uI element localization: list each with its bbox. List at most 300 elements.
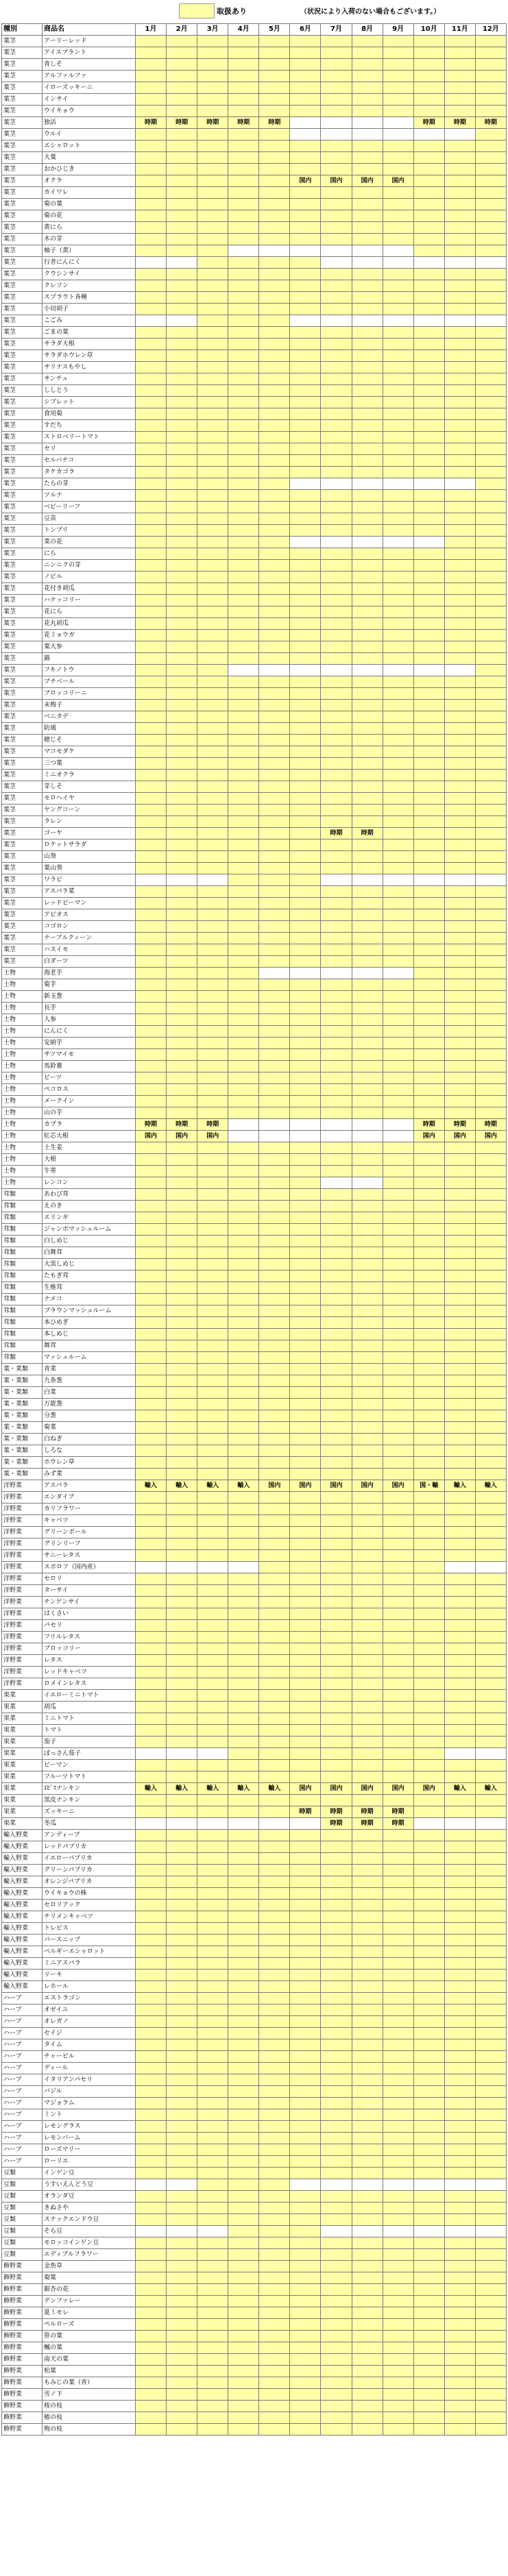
month-cell: [136, 1177, 167, 1189]
month-cell: [167, 874, 197, 886]
month-cell: [413, 548, 444, 560]
month-cell: [475, 1352, 506, 1364]
month-cell: [413, 595, 444, 606]
month-cell: [475, 548, 506, 560]
product-name-cell: アスパラ: [43, 1480, 136, 1492]
month-cell: [197, 1562, 228, 1573]
month-cell: [259, 2074, 290, 2086]
month-cell: [383, 408, 413, 420]
month-cell: [136, 863, 167, 874]
product-name-cell: 茄子: [43, 1737, 136, 1748]
month-cell: [136, 758, 167, 770]
month-cell: [136, 1655, 167, 1667]
month-cell: [352, 1608, 383, 1620]
month-cell: [197, 1236, 228, 1247]
month-cell: [383, 82, 413, 94]
month-cell: [290, 1853, 321, 1865]
month-cell: [197, 641, 228, 653]
month-cell: [352, 1888, 383, 1900]
month-cell: [136, 2331, 167, 2342]
month-cell: 国内: [167, 1131, 197, 1142]
month-cell: [167, 199, 197, 210]
month-cell: [475, 187, 506, 199]
month-cell: [167, 770, 197, 781]
month-cell: [444, 770, 475, 781]
month-cell: [352, 991, 383, 1003]
month-cell: [259, 1492, 290, 1504]
month-cell: [197, 770, 228, 781]
month-cell: [352, 350, 383, 362]
month-cell: [290, 1667, 321, 1678]
month-cell: [228, 1608, 259, 1620]
month-cell: [321, 1224, 352, 1236]
table-row: [2, 1585, 507, 1597]
table-row: [2, 1189, 507, 1201]
month-cell: [290, 199, 321, 210]
month-cell: [136, 1678, 167, 1690]
month-cell: [321, 187, 352, 199]
table-row: [2, 478, 507, 490]
table-row: [2, 572, 507, 583]
month-cell: [321, 1236, 352, 1247]
category-cell: 葉茎: [2, 129, 43, 140]
product-name-cell: レッドキャベツ: [43, 1667, 136, 1678]
month-cell: [290, 2051, 321, 2063]
category-cell: 葉茎: [2, 537, 43, 548]
month-cell: [321, 1340, 352, 1352]
month-cell: [290, 816, 321, 828]
month-cell: [167, 1725, 197, 1737]
month-cell: [136, 1166, 167, 1177]
month-cell: [321, 723, 352, 735]
month-cell: [444, 2004, 475, 2016]
month-cell: [259, 828, 290, 839]
product-name-cell: 胡瓜: [43, 1702, 136, 1713]
month-cell: [321, 1667, 352, 1678]
month-cell: [167, 1981, 197, 1993]
month-cell: [167, 1352, 197, 1364]
month-cell: [228, 2389, 259, 2401]
product-name-cell: にら: [43, 548, 136, 560]
month-cell: [475, 1375, 506, 1387]
month-cell: [413, 327, 444, 339]
month-cell: [352, 1038, 383, 1049]
month-cell: [290, 572, 321, 583]
month-cell: [290, 1038, 321, 1049]
month-cell: [383, 641, 413, 653]
month-cell: [475, 1399, 506, 1410]
month-cell: [321, 1865, 352, 1876]
month-cell: [228, 408, 259, 420]
month-cell: [444, 257, 475, 269]
product-name-cell: グリンリーフ: [43, 1538, 136, 1550]
month-cell: [197, 2074, 228, 2086]
month-cell: [475, 1049, 506, 1061]
table-row: [2, 1003, 507, 1014]
month-cell: [321, 1527, 352, 1538]
month-cell: [197, 2424, 228, 2436]
month-cell: [383, 979, 413, 991]
month-cell: [413, 1492, 444, 1504]
month-cell: [413, 1667, 444, 1678]
month-cell: [136, 292, 167, 304]
month-cell: [475, 2272, 506, 2284]
table-row: [2, 1806, 507, 1818]
month-cell: [352, 106, 383, 117]
month-cell: [321, 1364, 352, 1375]
month-cell: [383, 1131, 413, 1142]
month-cell: [475, 665, 506, 676]
month-cell: [444, 758, 475, 770]
table-row: [2, 140, 507, 152]
month-cell: [444, 2331, 475, 2342]
month-cell: [383, 2284, 413, 2296]
month-cell: [383, 269, 413, 280]
month-cell: [259, 1329, 290, 1340]
product-name-cell: 白菜: [43, 1387, 136, 1399]
month-cell: [259, 1212, 290, 1224]
month-cell: [197, 991, 228, 1003]
month-cell: [228, 1434, 259, 1445]
month-cell: [197, 2261, 228, 2272]
month-cell: [197, 36, 228, 47]
month-cell: [413, 1305, 444, 1317]
month-cell: [352, 839, 383, 851]
month-cell: 輸入: [228, 1480, 259, 1492]
month-cell: [475, 688, 506, 700]
month-cell: [167, 1667, 197, 1678]
month-cell: [475, 1911, 506, 1923]
month-cell: [475, 1457, 506, 1469]
month-cell: [444, 2039, 475, 2051]
month-cell: [136, 362, 167, 373]
month-cell: [228, 1771, 259, 1783]
month-cell: [475, 711, 506, 723]
month-cell: [413, 1212, 444, 1224]
month-cell: [259, 2039, 290, 2051]
month-cell: [383, 350, 413, 362]
month-cell: [228, 82, 259, 94]
month-cell: [136, 2424, 167, 2436]
month-cell: [413, 1946, 444, 1958]
header-month: 10月: [413, 24, 444, 36]
month-cell: [475, 886, 506, 898]
month-cell: [444, 1142, 475, 1154]
month-cell: [259, 1469, 290, 1480]
month-cell: [413, 36, 444, 47]
month-cell: [136, 1690, 167, 1702]
month-cell: [259, 2203, 290, 2214]
product-name-cell: ブロッコリーニ: [43, 688, 136, 700]
table-row: [2, 2039, 507, 2051]
product-name-cell: ワラビ: [43, 874, 136, 886]
month-cell: [228, 583, 259, 595]
month-cell: [197, 1597, 228, 1608]
product-name-cell: フルーツトマト: [43, 1771, 136, 1783]
month-cell: [136, 2272, 167, 2284]
month-cell: [290, 1608, 321, 1620]
month-cell: [290, 2074, 321, 2086]
month-cell: [197, 2063, 228, 2074]
month-cell: [290, 222, 321, 234]
month-cell: [321, 1585, 352, 1597]
month-cell: [413, 269, 444, 280]
month-cell: [413, 641, 444, 653]
month-cell: [444, 1923, 475, 1935]
month-cell: [383, 1876, 413, 1888]
month-cell: [383, 478, 413, 490]
month-cell: [259, 2272, 290, 2284]
month-cell: [321, 700, 352, 711]
product-name-cell: アスパラ菜: [43, 886, 136, 898]
month-cell: [475, 1573, 506, 1585]
month-cell: [197, 1014, 228, 1026]
month-cell: 時期: [352, 1818, 383, 1830]
month-cell: [290, 408, 321, 420]
table-body: [2, 36, 507, 2436]
month-cell: [259, 2284, 290, 2296]
table-row: [2, 595, 507, 606]
month-cell: [444, 1958, 475, 1970]
month-cell: [197, 1457, 228, 1469]
month-cell: [228, 1003, 259, 1014]
month-cell: [444, 933, 475, 944]
month-cell: [475, 292, 506, 304]
month-cell: [259, 595, 290, 606]
month-cell: [475, 606, 506, 618]
month-cell: [413, 898, 444, 909]
month-cell: [444, 106, 475, 117]
month-cell: [136, 245, 167, 257]
availability-note: （状況により入荷のない場合もございます。）: [300, 8, 441, 16]
month-cell: [197, 2377, 228, 2389]
category-cell: 葉茎: [2, 770, 43, 781]
month-cell: [228, 560, 259, 572]
month-cell: [321, 2028, 352, 2039]
month-cell: [383, 1247, 413, 1259]
month-cell: [197, 711, 228, 723]
month-cell: [228, 735, 259, 746]
month-cell: [259, 1632, 290, 1643]
month-cell: [167, 1236, 197, 1247]
category-cell: 葉茎: [2, 106, 43, 117]
month-cell: [383, 2133, 413, 2144]
month-cell: [290, 269, 321, 280]
month-cell: [136, 2203, 167, 2214]
category-cell: 葉茎: [2, 525, 43, 537]
month-cell: [259, 71, 290, 82]
month-cell: [352, 618, 383, 630]
month-cell: [413, 1271, 444, 1282]
month-cell: [383, 700, 413, 711]
month-cell: [383, 94, 413, 106]
month-cell: [197, 1958, 228, 1970]
month-cell: [475, 2319, 506, 2331]
category-cell: 飾野菜: [2, 2377, 43, 2389]
product-name-cell: チャービル: [43, 2051, 136, 2063]
month-cell: [259, 1597, 290, 1608]
month-cell: [321, 490, 352, 502]
product-name-cell: こごみ: [43, 315, 136, 327]
table-row: [2, 1107, 507, 1119]
month-cell: [321, 851, 352, 863]
month-cell: [197, 1643, 228, 1655]
table-row: [2, 1690, 507, 1702]
table-row: [2, 339, 507, 350]
month-cell: [383, 828, 413, 839]
product-name-cell: 紅芯大根: [43, 1131, 136, 1142]
month-cell: [167, 793, 197, 805]
month-cell: [444, 746, 475, 758]
month-cell: [321, 2296, 352, 2307]
month-cell: 国内: [290, 175, 321, 187]
month-cell: [413, 816, 444, 828]
month-cell: [197, 1748, 228, 1760]
table-row: [2, 1888, 507, 1900]
month-cell: [383, 1678, 413, 1690]
month-cell: [444, 828, 475, 839]
month-cell: [167, 944, 197, 956]
month-cell: [228, 2296, 259, 2307]
month-cell: [197, 1806, 228, 1818]
month-cell: 輸入: [259, 1783, 290, 1795]
month-cell: 国内: [352, 1783, 383, 1795]
month-cell: [290, 1131, 321, 1142]
month-cell: [136, 1271, 167, 1282]
month-cell: [413, 874, 444, 886]
month-cell: [444, 2203, 475, 2214]
month-cell: [321, 513, 352, 525]
table-row: [2, 257, 507, 269]
month-cell: [475, 1970, 506, 1981]
month-cell: [197, 1608, 228, 1620]
month-cell: [167, 2086, 197, 2098]
month-cell: [321, 1457, 352, 1469]
month-cell: [444, 339, 475, 350]
table-row: [2, 1538, 507, 1550]
month-cell: [444, 455, 475, 467]
month-cell: [444, 700, 475, 711]
month-cell: [383, 2063, 413, 2074]
month-cell: [413, 315, 444, 327]
month-cell: [444, 2319, 475, 2331]
category-cell: 茸類: [2, 1340, 43, 1352]
month-cell: [383, 1236, 413, 1247]
category-cell: 葉・菜類: [2, 1410, 43, 1422]
month-cell: [444, 269, 475, 280]
month-cell: [167, 222, 197, 234]
month-cell: [197, 2342, 228, 2354]
month-cell: [290, 1154, 321, 1166]
category-cell: 茸類: [2, 1282, 43, 1294]
month-cell: [475, 1958, 506, 1970]
month-cell: [197, 630, 228, 641]
month-cell: [475, 1305, 506, 1317]
month-cell: [167, 1061, 197, 1072]
month-cell: [352, 1096, 383, 1107]
month-cell: [383, 560, 413, 572]
month-cell: [136, 443, 167, 455]
month-cell: [228, 2307, 259, 2319]
table-row: [2, 1387, 507, 1399]
month-cell: [321, 735, 352, 746]
month-cell: [290, 1329, 321, 1340]
month-cell: [444, 47, 475, 59]
month-cell: [413, 292, 444, 304]
month-cell: [136, 1247, 167, 1259]
month-cell: [197, 2191, 228, 2203]
month-cell: [352, 665, 383, 676]
month-cell: [136, 1853, 167, 1865]
month-cell: [197, 2086, 228, 2098]
month-cell: [290, 1946, 321, 1958]
month-cell: [383, 2098, 413, 2109]
product-name-cell: 黄にら: [43, 222, 136, 234]
month-cell: [197, 292, 228, 304]
month-cell: [228, 1469, 259, 1480]
category-cell: 葉茎: [2, 82, 43, 94]
month-cell: [352, 1352, 383, 1364]
month-cell: [444, 2401, 475, 2412]
table-row: [2, 2063, 507, 2074]
month-cell: [136, 770, 167, 781]
category-cell: 土物: [2, 1014, 43, 1026]
category-cell: 土物: [2, 991, 43, 1003]
month-cell: [197, 1189, 228, 1201]
month-cell: [290, 1760, 321, 1771]
month-cell: [352, 1853, 383, 1865]
month-cell: [475, 1771, 506, 1783]
month-cell: [290, 583, 321, 595]
month-cell: [475, 1492, 506, 1504]
month-cell: [197, 2331, 228, 2342]
month-cell: [136, 339, 167, 350]
month-cell: [444, 1317, 475, 1329]
month-cell: [413, 1585, 444, 1597]
month-cell: [197, 2366, 228, 2377]
month-cell: [444, 1469, 475, 1480]
product-name-cell: パセリ: [43, 1620, 136, 1632]
month-cell: [290, 397, 321, 408]
month-cell: [167, 1154, 197, 1166]
month-cell: [136, 781, 167, 793]
month-cell: [136, 1072, 167, 1084]
month-cell: [290, 2307, 321, 2319]
month-cell: [352, 1049, 383, 1061]
table-row: [2, 2179, 507, 2191]
table-row: [2, 2307, 507, 2319]
month-cell: [228, 1375, 259, 1387]
month-cell: [475, 1655, 506, 1667]
table-row: [2, 1317, 507, 1329]
month-cell: [352, 956, 383, 968]
month-cell: [259, 1958, 290, 1970]
month-cell: [167, 373, 197, 385]
month-cell: [413, 1573, 444, 1585]
month-cell: [167, 1317, 197, 1329]
month-cell: [321, 711, 352, 723]
product-name-cell: 安納芋: [43, 1038, 136, 1049]
month-cell: [321, 2237, 352, 2249]
month-cell: [383, 921, 413, 933]
month-cell: [259, 199, 290, 210]
product-name-cell: 葉山葵: [43, 863, 136, 874]
month-cell: [167, 2412, 197, 2424]
month-cell: [475, 2133, 506, 2144]
month-cell: [290, 1643, 321, 1655]
month-cell: [290, 1096, 321, 1107]
month-cell: [475, 1865, 506, 1876]
